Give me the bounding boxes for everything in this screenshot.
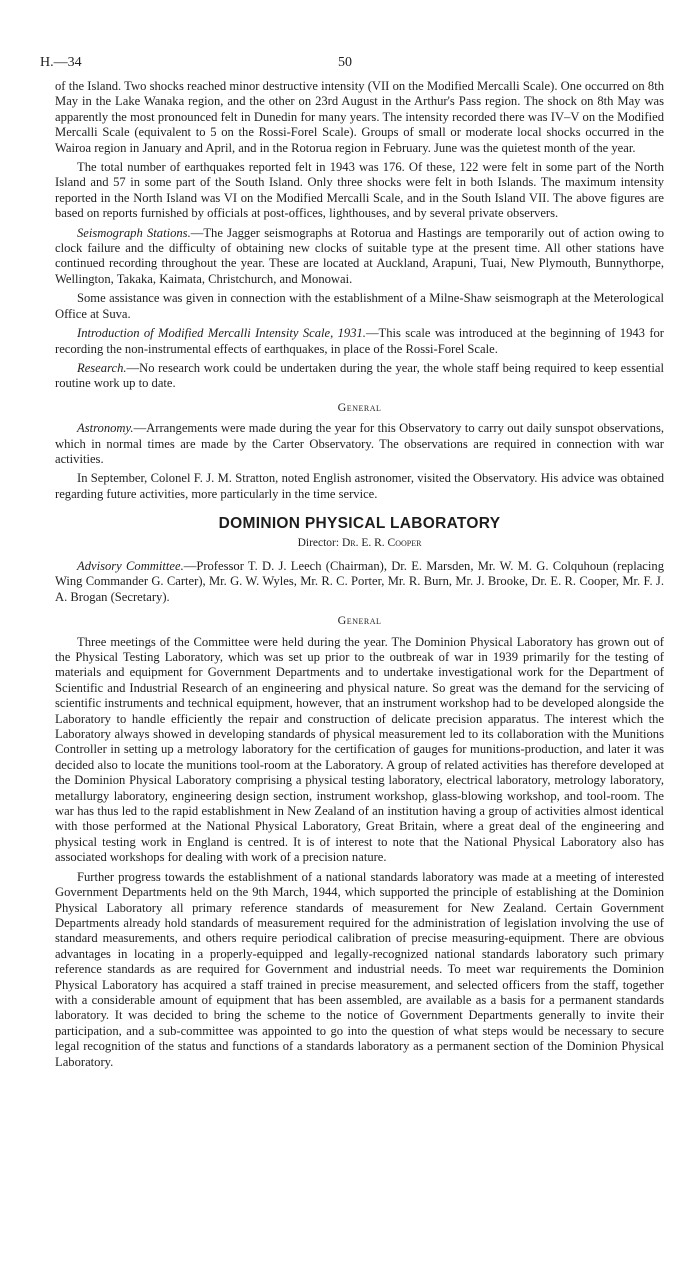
mercalli-text: —This scale was introduced at the beginning of 1943 for recording the non-instrumental effects of earthquakes, in place of the Rossi-Forel Scale. xyxy=(55,326,665,356)
paragraph-intro-continued: of the Island. Two shocks reached minor destructive intensity (VII on the Modified Mercalli Scale). One occurred on 8th May in the Lake Wanaka region, and the other on 23rd August in the Arthur's Pass region. The shock on 8th May was apparently the most pronounced felt in Dunedin for many years. The intensity recorded there was IV–V on the Modified Mercalli Scale (equivalent to 5 on the Rossi-Forel Scale). Groups of small or moderate local shocks occurred in the Wairoa region in January and April, and in the Rotorua region in February. June was the quietest month of the year. xyxy=(55,79,664,155)
astronomy-text: —Arrangements were made during the year for this Observatory to carry out daily sunspot observations, which in normal times are made by the Carter Observatory. The observations are required in connection with war activities. xyxy=(55,421,664,466)
paragraph-laboratory-history: Three meetings of the Committee were held during the year. The Dominion Physical Laboratory has grown out of the Physical Testing Laboratory, which was set up prior to the outbreak of war in 1939 primarily for the testing of materials and equipment for Government Departments and to undertake investigational work for the Department of Scientific and Industrial Research of an engineering and physical nature. So great was the demand for the servicing of scientific instruments and technical equipment, however, that an instrument workshop had to be developed alongside the Laboratory to handle efficiently the repair and construction of delicate precision apparatus. The interest which the Laboratory always showed in developing standards of physical measurement led to its collaboration with the Munitions Controller in setting up a metrology laboratory for the certification of gauges for munitions-production, and later it was decided also to locate the munitions tool-room at the Laboratory. A group of related activities has therefore developed at the Dominion Physical Laboratory comprising a physical testing laboratory, electrical laboratory, metrology laboratory, metallurgy laboratory, engineering design section, instrument workshop, glass-blowing workshop, and tool-room. The war has thus led to the rapid establishment in New Zealand of an institution having a group of activities almost identical with those performed at the National Physical Laboratory, Great Britain, where a great deal of the engineering and physical testing work in England is centred. It is of interest to note that the National Physical Laboratory also has associated workshops for dealing with work of a precision nature. xyxy=(55,634,664,865)
paragraph-standards-laboratory: Further progress towards the establishment of a national standards laboratory was made at a meeting of interested Government Departments held on the 9th March, 1944, which supported the principle of establishing at the Dominion Physical Laboratory all primary reference standards of measurement for New Zealand. Certain Government Departments already hold standards of measurement required for the administration of legislation involving the use of standard measurements, and others require periodical calibration of precise measuring-equipment. There are obvious advantages in locating in a properly-equipped and legally-recognized national standards laboratory such primary reference standards as are required for Government and industrial needs. To meet war requirements the Dominion Physical Laboratory has acquired a staff trained in precise measurement, and selected officers from the staff, together with a considerable amount of equipment that has been assembled, are available as a basis for a permanent standards laboratory. It was decided to bring the scheme to the notice of Government Departments generally to invite their participation, and a sub-committee was appointed to go into the question of what steps would be necessary to secure legal recognition of the status and functions of a standards laboratory as a permanent section of the Dominion Physical Laboratory. xyxy=(55,869,664,1069)
director-label: Director: xyxy=(297,536,340,549)
paragraph-stratton-visit: In September, Colonel F. J. M. Stratton, noted English astronomer, visited the Observatory. His advice was obtained regarding future activities, more particularly in the time service. xyxy=(55,471,664,501)
advisory-text: —Professor T. D. J. Leech (Chairman), Dr. E. Marsden, Mr. W. M. G. Colquhoun (replacing Wing Commander G. Carter), Mr. G. W. Wyles, Mr. R. C. Porter, Mr. R. Burn, Mr. J. Brooke, Dr. E. R. Cooper, Mr. F. J. A. Brogan (Secretary). xyxy=(55,558,664,604)
run-in-heading-seismograph: Seismograph Stations. xyxy=(77,225,191,240)
paragraph-astronomy xyxy=(55,421,664,467)
run-in-heading-advisory: Advisory Committee. xyxy=(77,558,184,573)
paragraph-advisory-committee xyxy=(55,559,664,605)
page-body xyxy=(55,79,664,1074)
running-header xyxy=(0,55,700,73)
paragraph-suva-assistance: Some assistance was given in connection with the establishment of a Milne-Shaw seismograph at the Meterological Office at Suva. xyxy=(55,291,664,321)
paragraph-mercalli-scale xyxy=(55,326,664,357)
director-name: Dr. E. R. Cooper xyxy=(341,536,422,549)
run-in-heading-astronomy: Astronomy. xyxy=(77,421,134,436)
paragraph-seismograph-stations xyxy=(55,226,664,288)
run-in-heading-mercalli: Introduction of Modified Mercalli Intensity Scale, 1931. xyxy=(77,326,366,341)
page-number: 50 xyxy=(338,55,352,70)
run-in-heading-research: Research. xyxy=(77,360,127,375)
section-title: DOMINION PHYSICAL LABORATORY xyxy=(218,515,501,533)
document-reference: H.—34 xyxy=(40,55,82,70)
paragraph-earthquake-totals: The total number of earthquakes reported felt in 1943 was 176. Of these, 122 were felt in some part of the North Island and 57 in some part of the South Island. Only three shocks were felt in both Islands. The maximum intensity reported in the North Island was VI on the Modified Mercalli Scale, and in the South Island VII. The above figures are based on reports furnished by officials at post-offices, lighthouses, and by several private observers. xyxy=(55,160,664,221)
seismograph-text: —The Jagger seismographs at Rotorua and Hastings are temporarily out of action owing to clock failure and the difficulty of obtaining new clocks of suitable type at the present time. All other stations have continued recording throughout the year. These are located at Auckland, Arapuni, Tuai, New Plymouth, Bunnythorpe, Wellington, Takaka, Kaimata, Christchurch, and Monowai. xyxy=(55,225,664,286)
research-text: —No research work could be undertaken during the year, the whole staff being required to keep essential routine work up to date. xyxy=(55,360,664,391)
director-line xyxy=(55,536,664,551)
subheading-general-dpl: General xyxy=(337,613,382,628)
paragraph-research xyxy=(55,361,664,392)
subheading-general: General xyxy=(337,399,382,414)
